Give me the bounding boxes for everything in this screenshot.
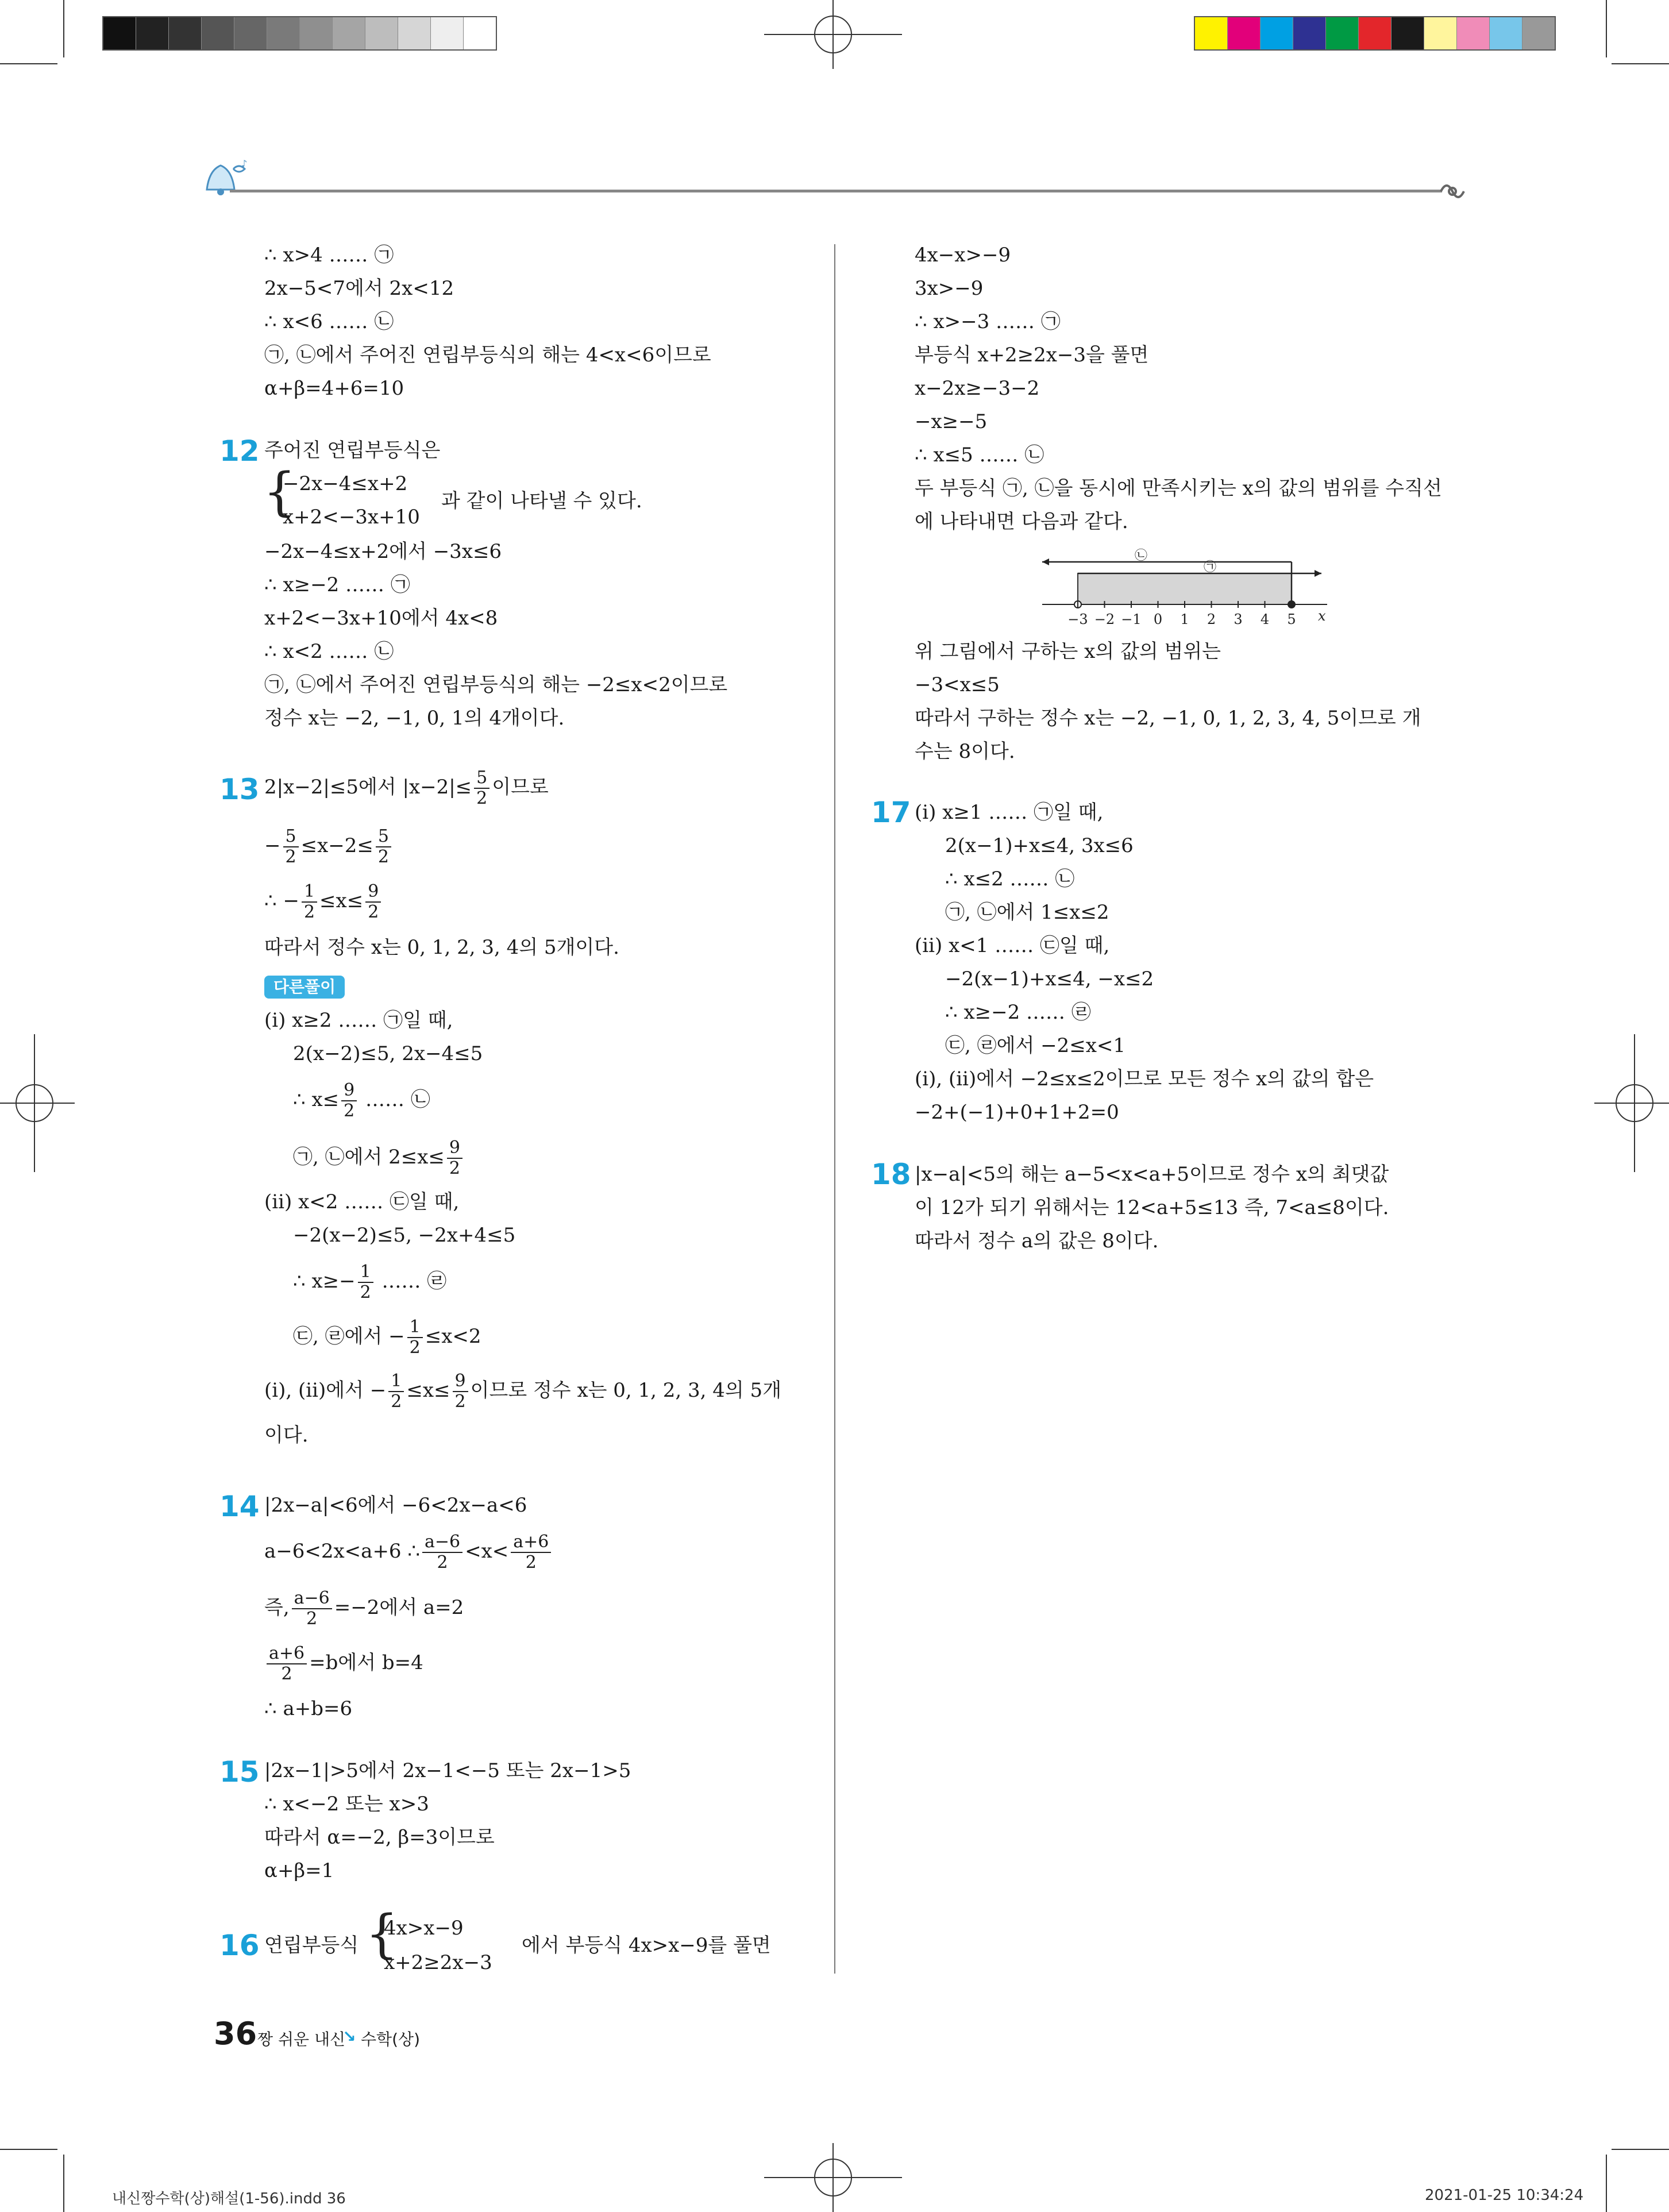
fraction: $\frac{9}{2}$ (447, 1138, 462, 1178)
text-line: 4x−x>−9 (915, 244, 1011, 267)
fraction: $\frac{a+6}{2}$ (267, 1644, 307, 1684)
crop-mark (1612, 63, 1669, 64)
fraction: $\frac{a+6}{2}$ (511, 1532, 551, 1573)
text-segment: (i), (ii)에서 − (264, 1379, 387, 1402)
text-line: (ii) x<2 …… ㉢일 때, (264, 1190, 460, 1213)
color-swatch (169, 17, 202, 49)
fraction: $\frac{5}{2}$ (283, 827, 299, 867)
system-equation: −2x−4≤x+2 (283, 472, 408, 495)
problem-number: 15 (219, 1755, 260, 1789)
text-segment: …… ㉡ (359, 1088, 430, 1111)
text-line: 이다. (264, 1424, 309, 1447)
text-line: 에 나타내면 다음과 같다. (915, 510, 1128, 533)
color-swatch (1522, 17, 1555, 49)
color-swatch (1326, 17, 1359, 49)
text-line: 따라서 정수 x는 0, 1, 2, 3, 4의 5개이다. (264, 936, 619, 959)
text-line: 이 12가 되기 위해서는 12<a+5≤13 즉, 7<a≤8이다. (915, 1196, 1389, 1219)
tick-label: 1 (1180, 611, 1189, 627)
crop-mark (0, 2149, 57, 2150)
text-line: α+β=1 (264, 1859, 334, 1882)
text-segment: …… ㉣ (375, 1270, 447, 1293)
color-swatch (136, 17, 169, 49)
text-segment: 2|x−2|≤5에서 |x−2|≤ (264, 776, 472, 799)
ray-a-arrowhead (1315, 570, 1321, 577)
color-swatch (1261, 17, 1293, 49)
fraction: $\frac{9}{2}$ (341, 1081, 357, 1121)
tick-label: 4 (1260, 611, 1270, 627)
text-line: 2(x−1)+x≤4, 3x≤6 (945, 834, 1134, 857)
tick-label: 0 (1153, 611, 1163, 627)
color-swatch (267, 17, 300, 49)
color-swatch (103, 17, 136, 49)
text-line: −x≥−5 (915, 410, 988, 433)
text-line: |x−a|<5의 해는 a−5<x<a+5이므로 정수 x의 최댓값 (915, 1163, 1389, 1186)
crop-mark (1606, 0, 1607, 57)
color-swatch (365, 17, 398, 49)
text-line: ㉠, ㉡에서 1≤x≤2 (945, 901, 1109, 924)
text-line: |2x−1|>5에서 2x−1<−5 또는 2x−1>5 (264, 1759, 631, 1782)
crop-mark (1612, 2149, 1669, 2150)
fraction: $\frac{1}{2}$ (407, 1317, 423, 1358)
text-line: ∴ x<−2 또는 x>3 (264, 1793, 429, 1816)
color-swatch (1195, 17, 1228, 49)
text-segment: <x< (465, 1540, 509, 1563)
text-line: 2(x−2)≤5, 2x−4≤5 (293, 1042, 483, 1065)
fraction: $\frac{1}{2}$ (388, 1371, 404, 1412)
text-line: ㉢, ㉣에서 −2≤x<1 (945, 1034, 1126, 1057)
book-title: 짱 쉬운 내신 (257, 2030, 346, 2049)
text-line: 두 부등식 ㉠, ㉡을 동시에 만족시키는 x의 값의 범위를 수직선 (915, 477, 1442, 500)
registration-mark-icon (764, 2143, 902, 2212)
axis-label: x (1318, 608, 1326, 624)
text-line: −2(x−1)+x≤4, −x≤2 (945, 968, 1154, 991)
text-line: ∴ a+b=6 (264, 1697, 353, 1720)
color-swatch (464, 17, 496, 49)
text-line: ∴ x>−3 …… ㉠ (915, 310, 1061, 333)
color-swatch (300, 17, 333, 49)
fraction: $\frac{a-6}{2}$ (292, 1589, 332, 1629)
text-line (264, 825, 394, 867)
text-line (293, 1316, 481, 1358)
text-segment: − (264, 834, 281, 857)
text-line: 주어진 연립부등식은 (264, 439, 441, 462)
text-line: 연립부등식 (264, 1934, 359, 1957)
text-line (293, 1136, 465, 1178)
fraction: $\frac{1}{2}$ (358, 1262, 373, 1302)
fraction: $\frac{1}{2}$ (302, 882, 317, 922)
text-segment: ∴ − (264, 889, 299, 912)
gray-color-bar (102, 16, 497, 51)
registration-mark-icon (1594, 1034, 1669, 1172)
text-line: ∴ x≤5 …… ㉡ (915, 444, 1044, 467)
fraction: $\frac{9}{2}$ (365, 882, 381, 922)
text-segment: 이므로 정수 x는 0, 1, 2, 3, 4의 5개 (470, 1379, 782, 1402)
text-line (264, 766, 549, 808)
color-swatch (1392, 17, 1424, 49)
text-line (264, 1587, 464, 1629)
crop-mark (0, 63, 57, 64)
text-line: 따라서 α=−2, β=3이므로 (264, 1826, 495, 1849)
text-line (293, 1079, 430, 1121)
text-line: 부등식 x+2≥2x−3을 풀면 (915, 344, 1149, 367)
problem-number: 14 (219, 1490, 260, 1523)
tick-label: 2 (1207, 611, 1216, 627)
tick-label: −1 (1121, 611, 1142, 627)
text-line: 3x>−9 (915, 277, 984, 300)
problem-number: 18 (871, 1158, 911, 1191)
text-line: ㉠, ㉡에서 주어진 연립부등식의 해는 4<x<6이므로 (264, 344, 711, 367)
bell-ornament-icon (195, 154, 259, 200)
text-segment: ≤x−2≤ (300, 834, 373, 857)
system-equation: 4x>x−9 (384, 1917, 464, 1940)
text-segment: ≤x≤ (319, 889, 364, 912)
text-line: α+β=4+6=10 (264, 377, 404, 400)
text-segment: ㉠, ㉡에서 2≤x≤ (293, 1146, 445, 1169)
process-color-bar (1194, 16, 1556, 51)
text-line: −2+(−1)+0+1+2=0 (915, 1101, 1119, 1124)
text-line: ∴ x<2 …… ㉡ (264, 640, 394, 663)
text-line: −3<x≤5 (915, 673, 1000, 696)
text-line: ㉠, ㉡에서 주어진 연립부등식의 해는 −2≤x<2이므로 (264, 673, 728, 696)
registration-mark-icon (0, 1034, 75, 1172)
number-line-figure (1034, 546, 1344, 632)
ribbon-ornament-icon (1436, 177, 1471, 206)
tick-label: 3 (1234, 611, 1243, 627)
system-equation: x+2≥2x−3 (384, 1951, 492, 1974)
ray-a-label: ㉠ (1203, 560, 1217, 575)
text-line: (ii) x<1 …… ㉢일 때, (915, 934, 1110, 957)
text-segment: ≤x<2 (425, 1325, 481, 1348)
text-line: ∴ x≤2 …… ㉡ (945, 868, 1075, 891)
crop-mark (63, 2155, 64, 2212)
text-line: −2(x−2)≤5, −2x+4≤5 (293, 1224, 516, 1247)
text-segment: a−6<2x<a+6 ∴ (264, 1540, 421, 1563)
problem-number: 17 (871, 796, 911, 829)
color-swatch (202, 17, 234, 49)
text-line: 정수 x는 −2, −1, 0, 1의 4개이다. (264, 707, 565, 730)
fraction: $\frac{5}{2}$ (474, 768, 489, 808)
page-number: 36 (214, 2016, 257, 2052)
color-swatch (333, 17, 365, 49)
tick-label: 5 (1287, 611, 1296, 627)
problem-number: 12 (219, 434, 260, 468)
text-line: (i), (ii)에서 −2≤x≤2이므로 모든 정수 x의 값의 합은 (915, 1068, 1374, 1090)
text-segment: ㉢, ㉣에서 − (293, 1325, 405, 1348)
header-rule (230, 190, 1442, 192)
text-line: x+2<−3x+10에서 4x<8 (264, 607, 498, 630)
color-swatch (1359, 17, 1392, 49)
color-swatch (1293, 17, 1326, 49)
text-line: 수는 8이다. (915, 740, 1015, 763)
color-swatch (1457, 17, 1490, 49)
text-line: (i) x≥2 …… ㉠일 때, (264, 1009, 453, 1032)
color-swatch (1228, 17, 1261, 49)
text-line: |2x−a|<6에서 −6<2x−a<6 (264, 1494, 527, 1517)
text-line: ∴ x<6 …… ㉡ (264, 310, 394, 333)
slug-filename: 내신짱수학(상)해설(1-56).indd 36 (112, 2190, 346, 2207)
text-segment: ∴ x≤ (293, 1088, 340, 1111)
text-line: ∴ x≥−2 …… ㉣ (945, 1001, 1091, 1024)
text-segment: ≤x≤ (406, 1379, 450, 1402)
text-line: 과 같이 나타낼 수 있다. (441, 490, 642, 512)
text-line: 위 그림에서 구하는 x의 값의 범위는 (915, 640, 1221, 663)
registration-mark-icon (764, 0, 902, 69)
color-swatch (431, 17, 464, 49)
system-brace: { (263, 462, 296, 522)
text-line: 따라서 구하는 정수 x는 −2, −1, 0, 1, 2, 3, 4, 5이므로 개 (915, 707, 1421, 730)
alternative-solution-tag: 다른풀이 (264, 976, 345, 999)
text-line (264, 880, 383, 922)
text-line: x−2x≥−3−2 (915, 377, 1040, 400)
text-segment: 즉, (264, 1596, 290, 1619)
text-segment: ∴ x≥− (293, 1270, 356, 1293)
text-segment: =b에서 b=4 (309, 1651, 423, 1674)
text-line (264, 1531, 553, 1573)
fraction: $\frac{9}{2}$ (453, 1371, 468, 1412)
crop-mark (1606, 2155, 1607, 2212)
text-line (264, 1642, 423, 1684)
fraction: $\frac{5}{2}$ (376, 827, 391, 867)
fraction: $\frac{a-6}{2}$ (422, 1532, 462, 1573)
text-segment: 이므로 (492, 776, 549, 799)
text-line (264, 1370, 781, 1412)
system-equation: x+2<−3x+10 (283, 506, 420, 529)
svg-text:♪: ♪ (241, 158, 248, 169)
text-line: (i) x≥1 …… ㉠일 때, (915, 801, 1104, 824)
column-divider (834, 244, 835, 1974)
text-line: 에서 부등식 4x>x−9를 풀면 (522, 1934, 771, 1957)
slug-datetime: 2021-01-25 10:34:24 (1425, 2187, 1584, 2204)
tick-label: −2 (1094, 611, 1115, 627)
problem-number: 13 (219, 773, 260, 806)
color-swatch (234, 17, 267, 49)
text-line (293, 1261, 446, 1302)
solution-region (1078, 573, 1292, 604)
text-line: 따라서 정수 a의 값은 8이다. (915, 1230, 1159, 1253)
color-swatch (1424, 17, 1457, 49)
chevron-icon: ↘ (342, 2027, 356, 2046)
tick-label: −3 (1067, 611, 1088, 627)
text-line: ∴ x≥−2 …… ㉠ (264, 573, 410, 596)
color-swatch (1490, 17, 1522, 49)
problem-number: 16 (219, 1929, 260, 1962)
ray-b-label: ㉡ (1134, 549, 1148, 563)
ray-b-arrowhead (1042, 558, 1049, 565)
text-line: −2x−4≤x+2에서 −3x≤6 (264, 540, 502, 563)
subject-label: 수학(상) (361, 2030, 420, 2049)
system-brace: { (365, 1904, 399, 1964)
color-swatch (398, 17, 431, 49)
text-segment: =−2에서 a=2 (334, 1596, 464, 1619)
text-line: ∴ x>4 …… ㉠ (264, 244, 394, 267)
text-line: 2x−5<7에서 2x<12 (264, 277, 454, 300)
crop-mark (63, 0, 64, 57)
